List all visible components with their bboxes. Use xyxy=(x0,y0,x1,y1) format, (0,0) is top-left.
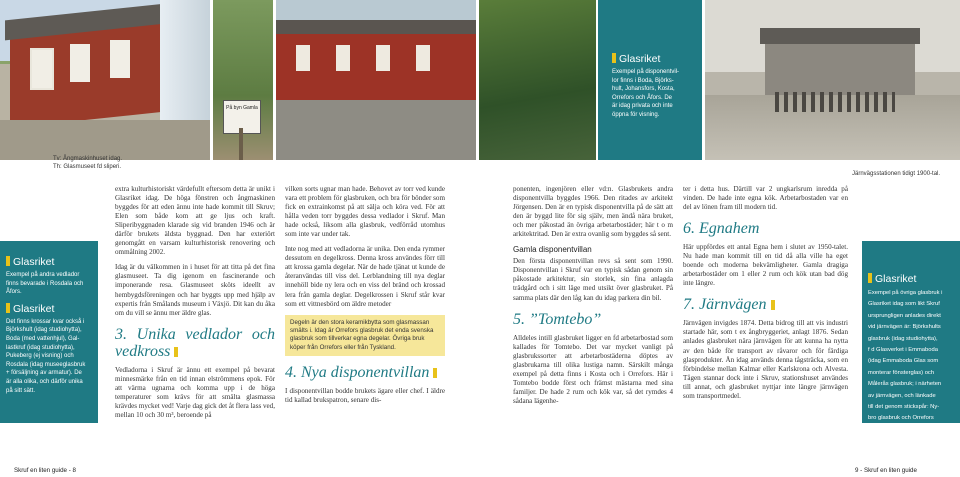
box-line: Glasriket idag som likt Skruf xyxy=(868,301,940,308)
box-line: Björkshult (idag studiohytta), xyxy=(6,327,82,334)
paragraph: Här uppfördes ett antal Egna hem i slutet av 1950-talet. Nu hade man kommit till en tid då alla ville ha eget boende och moderna bekvämligheter. Gamla dragiga arbetarbostäder om 1 eller 2 rum och kök utan bad dög inte längre. xyxy=(683,243,848,288)
box-line: Åfors. xyxy=(6,289,22,296)
box-line: glasbruk (idag studiohytta), xyxy=(868,335,938,342)
box-line: Orrefors och Åfors. De xyxy=(612,94,673,101)
photo-forest xyxy=(479,0,596,160)
box-line: f d Glasverket i Emmaboda xyxy=(868,347,938,354)
box-line: lor finns i Boda, Björks- xyxy=(612,77,674,84)
box-line: är idag privata och inte xyxy=(612,103,673,110)
box-title: Glasriket xyxy=(13,256,55,268)
box-line: (idag Emmaboda Glas som xyxy=(868,358,939,365)
paragraph: Den första disponentvillan revs så sent som 1990. Disponentvillan i Skruf var en typisk sådan genom sin påkostade arkitektur, sin storlek, sin fina anlagda trädgård och i sitt läge med utsikt över glasbruket. På samma plats där den låg kan du idag parkera din bil. xyxy=(513,257,673,302)
heading-text: 7. Järnvägen xyxy=(683,296,767,314)
top-glasriket-box xyxy=(598,0,702,160)
glasriket-marker-icon xyxy=(174,347,178,357)
box-title: Glasriket xyxy=(13,302,55,315)
subheading-old-villa: Gamla disponentvillan xyxy=(513,245,592,255)
section-heading-5: 5. ”Tomtebo” xyxy=(513,310,602,328)
box-line: öppna för visning. xyxy=(612,111,660,118)
box-line: till det genom stickspår: Ny- xyxy=(868,404,940,411)
photo-engine-house xyxy=(0,0,210,160)
caption-line: Th: Glasmuseet fd sliperi. xyxy=(53,164,122,170)
glasriket-marker-icon xyxy=(868,273,872,283)
box-line: på sitt sätt. xyxy=(6,387,36,394)
box-line: Exempel på disponentvil- xyxy=(612,69,680,75)
box-line: bro glasbruk och Orrefors xyxy=(868,415,934,422)
paragraph: extra kulturhistoriskt värdefullt eftersom detta är unikt i Glasriket idag. De höga fönstren och ångmaskinen byggdes för att eden ännu inte hade kommit till Skruv; Elen som både kom att ge ljus och kraft. Sliperibyggnaden klarade sig vid branden 1946 och är därför brukets äldsta byggnad. Den har exteriört genomgått en varsam kulturhistorisk renovering och ommålning 2002. xyxy=(115,185,275,257)
heading-text: 4. Nya disponentvillan xyxy=(285,364,430,382)
text-column-3 xyxy=(513,185,673,412)
left-glasriket-box xyxy=(0,241,98,423)
paragraph: ter i detta hus. Därtill var 2 ungkarlsrum inredda på vinden. De hade inte egna kök. Arbetarbostaden var en del av lönen fram till modern tid. xyxy=(683,185,848,212)
text-column-4 xyxy=(683,185,848,407)
degel-info-box xyxy=(285,315,445,357)
heading-text: 3. Unika vedlador och vedkross xyxy=(115,325,275,360)
section-heading-7 xyxy=(683,296,848,313)
paragraph: Idag är du välkommen in i huset för att titta på det fina glasmuseet. Ta dig igenom en fascinerande och imponerande resa. Glasmuseet sköts ideellt av hembygdsföreningen och har byggts upp med hjälp av expertis från Smålands museum i Växjö. Dit kan du åka om du vill se ännu mer äldre glas. xyxy=(115,263,275,317)
glasriket-marker-icon xyxy=(6,303,10,313)
box-line: Boda (med vattenhjul), Gal- xyxy=(6,335,80,342)
box-line: glasbruk. xyxy=(868,426,892,433)
paragraph: Vedladorna i Skruf är ännu ett exempel på bevarat minnesmärke från en tid innan elströmmens epok. För att värma ugnarna och komma upp i de höga temperaturer som krävs för att smälta glasmassa krävdes mycket ved! Varje dag gick det åt flera lass ved, mellan 10 och 30 m³, beroende på xyxy=(115,365,276,419)
box-line: Rosdala (idag museeglasbruk xyxy=(6,361,86,368)
paragraph: I disponentvillan bodde brukets ägare eller chef. I äldre tid kallad brukspatron, senare dis- xyxy=(285,387,445,405)
text-column-1 xyxy=(115,185,275,426)
glasriket-marker-icon xyxy=(612,53,616,63)
photo-caption-right: Järnvägsstationen tidigt 1900-tal. xyxy=(852,171,941,177)
paragraph: ponenten, ingenjören eller vd:n. Glasbrukets andra disponentvilla byggdes 1966. Den ritades av arkitekt Jörgensen. Den är en typisk disponentvilla på de sätt att den är byggd lite för sig själv, men ändå nära bruket, och mer påkostad än övriga arbetarbostäder; här t o m arkitektritad. Den är extra ovanlig som byggdes så sent. xyxy=(513,185,673,239)
box-line: Exempel på andra vedlador xyxy=(6,272,80,278)
glasriket-marker-icon xyxy=(433,368,437,378)
glasriket-marker-icon xyxy=(6,256,10,266)
photo-signpost xyxy=(213,0,273,160)
box-line: ursprungligen anlades direkt xyxy=(868,312,941,319)
box-line: är alla olika, och därför unika xyxy=(6,378,83,385)
paragraph: Inte nog med att vedladorna är unika. Den enda rymmer dessutom en degelkross. Denna kross användes förr till att krossa gamla degelar. När de hade tjänat ut kunde de återanvändas till viss del. Lerblandning till nya deglar innehöll bide ny lera och en viss del bränd och krossad lera från gamla deglar. Degelkrossen i Skruf står kvar som ett vittnesbörd om äldre metoder xyxy=(285,245,445,308)
box-line: Det finns krossar kvar också i xyxy=(6,318,85,325)
box-title: Glasriket xyxy=(619,53,661,65)
photo-caption-left xyxy=(53,155,122,171)
box-line: + försäljning av armatur). De xyxy=(6,370,82,377)
box-line: lastkruf (idag studiohytta), xyxy=(6,344,75,351)
degel-info-text: Degeln är den stora keramikbytta som glasmassan smälts i. Idag är Orrefors glasbruk det enda svenska glasbruk som tillverkar egna degelar. Övriga bruk köper från Orrefors eller från Tyskland. xyxy=(290,318,434,351)
glasriket-marker-icon xyxy=(771,300,775,310)
box-line: Pukeberg (ej visning) och xyxy=(6,353,74,360)
text-column-2 xyxy=(285,185,445,411)
box-line: monterar fönsterglas) och xyxy=(868,369,935,376)
section-heading-6: 6. Egnahem xyxy=(683,220,760,238)
box-line: av järnvägen, och länkade xyxy=(868,392,936,399)
paragraph: Järnvägen invigdes 1874. Detta bidrog till att vis industri startade här, som t ex ångbryggeriet, anlagt 1876. Sedan anlades glasbruket nära järnvägen för att kunna ha nytta av den både för transport av råvaror och för färdiga glasprodukter. Än idag används denna tågsträcka, som en förbindelse mellan Kalmar eller Karlskrona och Alvesta. Tågen stannar dock inte i Skruv, stationshuset användes till annat, och glasbruket nyttjar inte längre järnvägen som transportmedel. xyxy=(683,319,848,400)
photo-old-station xyxy=(705,0,960,160)
paragraph: Alldeles intill glasbruket ligger en fd arbetarbostad som kallades för Tomtebo. Det var mycket vanligt på glasbrukssorter att arbetarbostäderna döptes av glasbrukarna till olika lustiga namn. Särskilt många exempel på detta finns i Kosta och i Orrefors. Här i Tomtebo bodde först och främst mästarna med sina familjer. De hade 2 rum och kök var, så det rymdes 4 sådana lägenhe- xyxy=(513,333,673,405)
footer-right: 9 - Skruf en liten guide xyxy=(855,467,917,474)
caption-line: Tv: Ångmaskinhuset idag. xyxy=(53,156,123,162)
box-title: Glasriket xyxy=(875,273,917,285)
sign-board: På byn Gamla xyxy=(223,100,261,134)
box-line: vid järnvägen är: Björkshults xyxy=(868,324,941,331)
footer-left: Skruf en liten guide - 8 xyxy=(14,467,76,474)
right-glasriket-box xyxy=(862,241,960,433)
section-heading-4 xyxy=(285,364,445,381)
box-line: Exempel på övriga glasbruk i xyxy=(868,290,943,296)
box-line: finns bevarade i Rosdala och xyxy=(6,280,84,287)
box-line: hult, Johansfors, Kosta, xyxy=(612,86,675,93)
photo-glass-museum xyxy=(276,0,476,160)
paragraph: vilken sorts ugnar man hade. Behovet av torr ved kunde vara ett problem för glasbruken, och bra för bönder som fick en extrainkomst på att sälja och köra ved. För att hålla veden torr byggdes dessa vedlador i Skruf. Man hade också, liksom alla glasbruk, vedförråd utomhus som inte var under tak. xyxy=(285,185,445,239)
section-heading-3 xyxy=(115,326,275,360)
box-line: Målerås glasbruk; i närheten xyxy=(868,381,942,388)
